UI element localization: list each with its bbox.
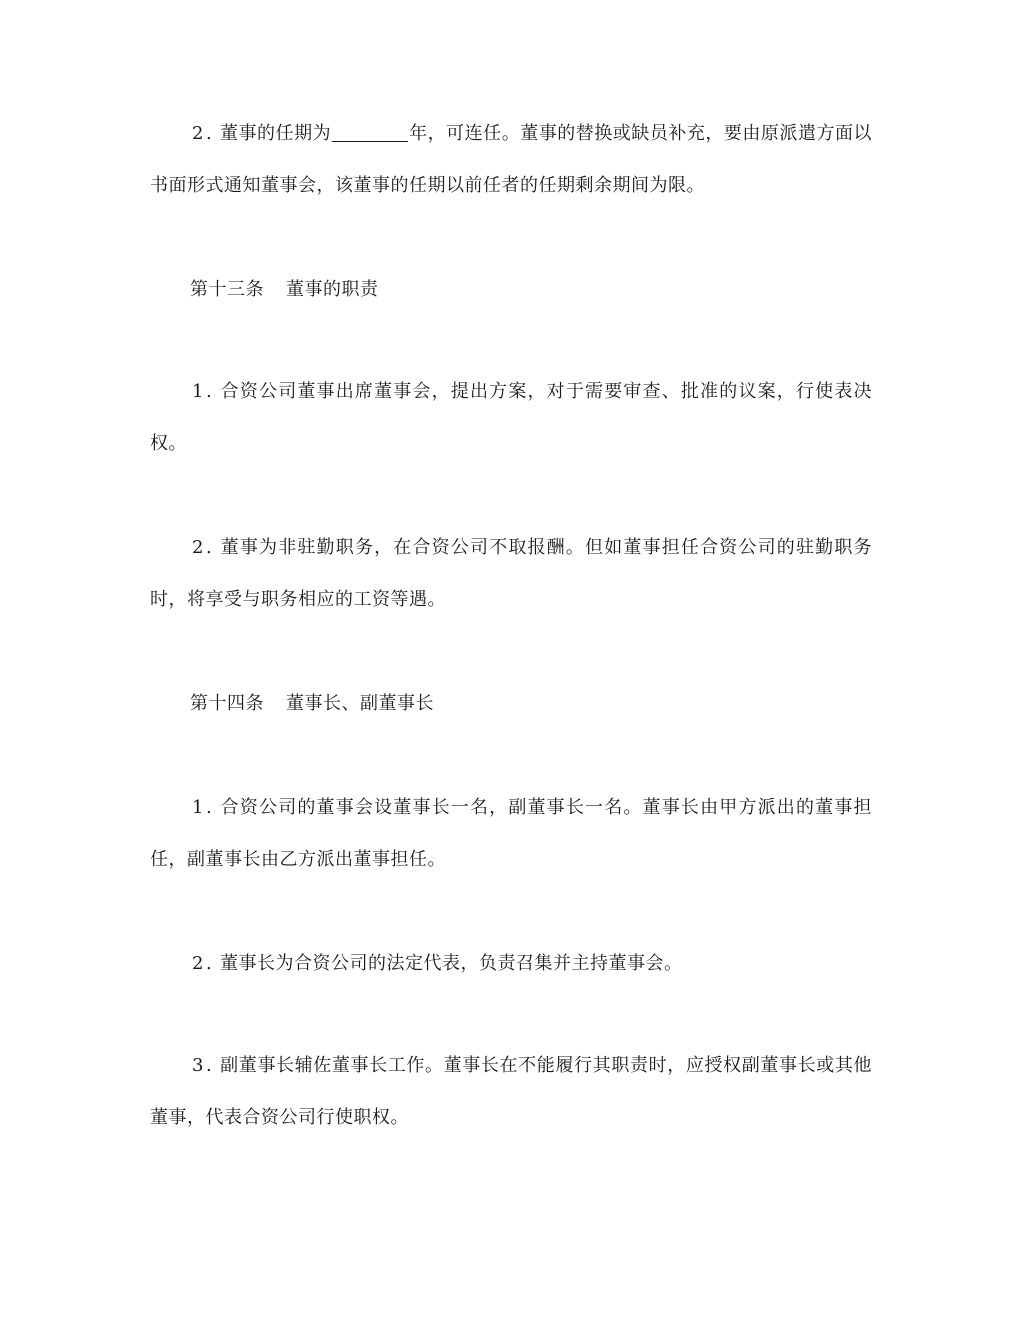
paragraph-chairman-appointment	[150, 782, 872, 886]
paragraph-text: 年，可连任。董事的替换或缺员补充，要由原派遣方面以书面形式通知董事会，该董事的任期以前任者的任期剩余期间为限。	[150, 123, 872, 196]
item-number: 3	[192, 1055, 204, 1076]
paragraph-text: 董事为非驻勤职务，在合资公司不取报酬。但如董事担任合资公司的驻勤职务时，将享受与职务相应的工资等遇。	[150, 537, 872, 610]
paragraph-term-of-office	[150, 108, 872, 212]
item-dot: .	[206, 537, 213, 558]
article-title: 董事长、副董事长	[286, 693, 434, 714]
item-dot: .	[206, 381, 213, 402]
article-number: 第十三条	[190, 279, 264, 300]
item-number: 1	[192, 381, 204, 402]
paragraph-director-remuneration	[150, 522, 872, 626]
article-13-heading	[150, 264, 872, 316]
article-number: 第十四条	[190, 693, 264, 714]
item-number: 1	[192, 797, 204, 818]
item-number: 2	[192, 123, 204, 144]
paragraph-legal-representative	[150, 938, 872, 990]
item-number: 2	[192, 537, 204, 558]
paragraph-text: 合资公司的董事会设董事长一名，副董事长一名。董事长由甲方派出的董事担任，副董事长由乙方派出董事担任。	[150, 797, 872, 870]
paragraph-text: 合资公司董事出席董事会，提出方案，对于需要审查、批准的议案，行使表决权。	[150, 381, 872, 454]
item-dot: .	[206, 123, 213, 144]
article-14-heading	[150, 678, 872, 730]
fill-in-blank	[332, 123, 408, 142]
item-dot: .	[206, 797, 213, 818]
paragraph-text: 副董事长辅佐董事长工作。董事长在不能履行其职责时，应授权副董事长或其他董事，代表合资公司行使职权。	[150, 1055, 872, 1128]
item-dot: .	[206, 1055, 213, 1076]
item-number: 2	[192, 953, 204, 974]
article-title: 董事的职责	[286, 279, 379, 300]
paragraph-text: 董事长为合资公司的法定代表，负责召集并主持董事会。	[220, 953, 683, 974]
paragraph-text: 董事的任期为	[220, 123, 332, 144]
paragraph-director-duties	[150, 366, 872, 470]
item-dot: .	[206, 953, 213, 974]
paragraph-vice-chairman	[150, 1040, 872, 1144]
